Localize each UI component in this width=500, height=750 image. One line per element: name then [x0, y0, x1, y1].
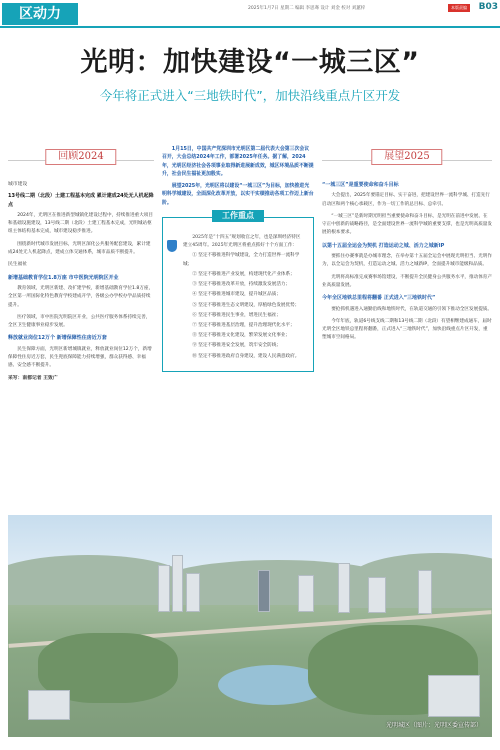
article-subhead: 释放就业岗位12万个 新增保障性住房近万套: [8, 335, 107, 342]
photo-building: [186, 573, 200, 612]
article-subhead: 13号线二期（北段）土建工程基本完成 累计建成24处无人机起降点: [8, 193, 154, 208]
photo-building: [338, 563, 350, 613]
work-item: ⑦ 坚定不移推进基层治理，提升治理现代化水平；: [192, 322, 295, 328]
photo-building: [258, 570, 270, 612]
city-aerial-photo: [8, 515, 492, 737]
work-focus-title: 工作重点: [212, 210, 264, 222]
paragraph: 围绕新时代城市发展目标，光明区深化公共服务配套建设，累计建成24处无人机起降点，建成立体交通体系，城市品质不断提升。: [8, 241, 151, 256]
right-column: [322, 145, 492, 347]
paragraph: 要抢抓机遇进入通勤沿线和地铁时代，在轨道交通的引领下推动全区发展提质。: [331, 306, 492, 312]
work-item: ⑤ 坚定不移推进生态文明建设，厚植绿色发展优势；: [192, 302, 300, 308]
page-number: B03: [478, 2, 498, 12]
photo-caption: 光明城区（图片：光明区委宣传部）: [385, 722, 482, 729]
article-subhead: 以第十五届全运会为契机 打造运动之城、活力之城新IP: [322, 242, 445, 249]
paragraph: “一城三区”是新时期光明担当重要使命和奋斗目标，是光明在前进中发展、在守正中创新的战略路径，是全面建设世界一流科学城的重要支撑，也是光明高质量发展的根本要求。: [322, 213, 492, 236]
photo-building: [158, 565, 170, 612]
section-tag: 区动力: [2, 3, 78, 25]
work-intro: 2025年是“十四五”规划收官之年，也是深圳经济特区建立45周年。2025年光明区将重点抓好十个方面工作：: [183, 235, 301, 249]
review-banner-label: 回顾2024: [45, 149, 116, 165]
article-subhead: 新增基础教育学位1.8万座 市中医院光明院区开业: [8, 274, 119, 281]
middle-column: [162, 145, 314, 372]
work-item: ⑩ 坚定不移推进政府自身建设，建设人民满意政府。: [192, 353, 300, 359]
page-title: 光明：加快建设“一城三区”: [80, 47, 420, 78]
outlook-banner-label: 展望2025: [371, 149, 442, 165]
paragraph: 光明将高标准完成赛事场馆建设，不断提升全民健身公共服务水平，推动体育产业高质量发展。: [322, 274, 492, 288]
section-kicker: 城市建设: [8, 182, 28, 187]
work-item: ① 坚定不移推进科学城建设，全力打造世界一流科学城；: [183, 253, 300, 267]
photo-building: [368, 577, 386, 613]
paragraph: 2024年，光明区在推进新型城镇化建设过程中，持续推进重大项目和基础设施建设，13号线二期（北段）土建工程基本完成，光明城站枢纽主体结构基本完成，城市建设稳步推进。: [8, 212, 153, 235]
photo-building: [298, 575, 314, 612]
photo-building: [428, 675, 480, 717]
lead-paragraph: 展望2025年，光明区将以建设“一城三区”为目标，加快推进光明科学城建设，全面深化改革开放，以实干实绩推动各项工作迈上新台阶。: [162, 183, 314, 206]
article-subhead: 今年全区地铁总里程将翻番 正式进入“三地铁时代”: [322, 295, 436, 302]
masthead-rule: [0, 26, 500, 28]
photo-building: [418, 570, 432, 614]
paragraph: 教育领域，光明区新建、改扩建学校，新增基础教育学位1.8万座，全区第一所国际化特色教育学校建成开学，各级公办学校办学品质持续提升。: [8, 285, 154, 308]
review-banner: [8, 145, 154, 175]
masthead: [0, 0, 500, 28]
photo-building: [28, 690, 70, 720]
work-item: ④ 坚定不移推进城市建设，提升城区品质；: [192, 292, 281, 298]
paragraph: 要抓住办赛事就是办城市理念，在举办第十五届全运会中展现光明担当、光明作为，以全运会为契机，打造运动之城、活力之城新IP，全面提升城市能级和品质。: [322, 254, 492, 268]
work-item: ⑧ 坚定不移推进文化建设，繁荣发展文化事业；: [192, 333, 291, 339]
page-subtitle: 今年将正式进入“三地铁时代”，加快沿线重点片区开发: [99, 88, 401, 103]
shield-icon: [167, 240, 177, 252]
work-item: ② 坚定不移推进产业发展，构建现代化产业体系；: [192, 271, 295, 277]
section-kicker: 民生福祉: [8, 262, 28, 268]
left-column: [8, 145, 154, 383]
lead-paragraph: 1月15日，中国共产党深圳市光明区第二届代表大会第三次会议召开，大会总结2024年工作，部署2025年任务。据了解，2024年，光明区经济社会各项事业取得新进展新成效，城区环境品质不断提升，社会民生福祉更加殷实。: [162, 146, 314, 177]
editor-flag: 本版责编: [448, 4, 470, 12]
lead-text: [162, 145, 314, 207]
paragraph: 大会提出，2025年要锚定目标、实干奋进，把建设世界一流科学城、打造先行启动区和两个核心承载区，作为一切工作的总目标、总牵引。: [322, 193, 490, 207]
paragraph: 今年年底，轨道6号线支线二期和13号线二期（北段）有望相继建成通车，届时光明全区地铁总里程将翻番，正式进入“三地铁时代”，加快沿线重点片区开发，重塑城市空间格局。: [322, 318, 492, 341]
work-item: ③ 坚定不移推进改革开放，持续激发发展活力；: [192, 282, 291, 288]
work-item: ⑥ 坚定不移推进民生事业，增进民生福祉；: [192, 312, 281, 318]
paragraph: 民生保障方面，光明区新增城镇就业，释放就业岗位12万个，新增保障性住房近万套，民生兜底保障能力持续增强，群众获得感、幸福感、安全感不断提升。: [8, 346, 152, 369]
work-item: ⑨ 坚定不移推进安全发展，筑牢安全防线；: [192, 343, 281, 349]
article-subhead: “一城三区”是重要使命和奋斗目标: [322, 182, 399, 188]
byline: 采写：南都记者 王致广: [8, 375, 58, 381]
issue-meta: 2025年1月7日 星期二 编辑 李思骞 设计 刘金 校对 刘蕙梓: [248, 6, 366, 11]
paragraph: 医疗领域，市中医院光明院区开业，公共医疗服务体系持续完善，全区卫生健康事业稳步发展。: [8, 314, 151, 329]
outlook-banner: [322, 145, 492, 175]
photo-building: [172, 555, 183, 612]
work-focus-panel: [162, 211, 314, 372]
